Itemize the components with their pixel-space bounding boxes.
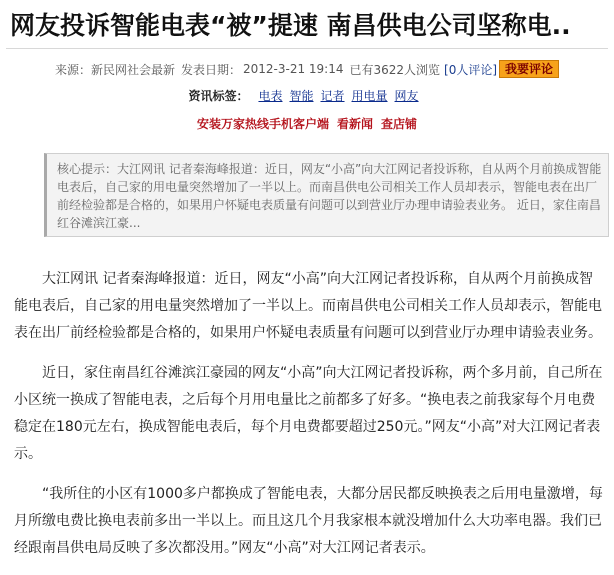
post-comment-button[interactable]: 我要评论 (499, 60, 559, 78)
article-body (14, 266, 606, 575)
comment-count-link[interactable]: [0人评论] (444, 62, 498, 77)
title-divider (6, 48, 608, 49)
find-store-link[interactable]: 查店铺 (381, 117, 418, 131)
read-news-link[interactable]: 看新闻 (336, 117, 373, 131)
tag-link[interactable]: 网友 (394, 89, 419, 103)
tag-bar (0, 87, 614, 105)
publish-label: 发表日期： (180, 62, 241, 77)
article-paragraph: 近日，家住南昌红谷滩滨江豪园的网友“小高”向大江网记者投诉称，两个多月前，自己所在小区统一换成了智能电表，之后每个月用电量比之前都多了好多。“换电表之前我家每个月电费稳定在180元左右，换成智能电表后，每个月电费都要超过250元。”网友“小高”对大江网记者表示。 (14, 365, 603, 462)
tags-label: 资讯标签： (188, 89, 249, 103)
article-paragraph: “我所住的小区有1000多户都换成了智能电表，大都分居民都反映换表之后用电量激增，每月所缴电费比换电表前多出一半以上。而且这几个月我家根本就没增加什么大功率电器。我们已经跟南昌供电局反映了多次都没用。”网友“小高”对大江网记者表示。 (14, 486, 603, 556)
summary-box: 核心提示：大江网讯 记者秦海峰报道：近日，网友“小高”向大江网记者投诉称，自从两个月前换成智能电表后，自己家的用电量突然增加了一半以上。而南昌供电公司相关工作人员却表示，智能电表在出厂前经检验都是合格的，如果用户怀疑电表质量有问题可以到营业厅办理申请验表业务。 近日，家住南昌红谷滩滨江豪... (44, 153, 609, 237)
tag-link[interactable]: 记者 (320, 89, 345, 103)
publish-date: 2012-3-21 19:14 (242, 62, 344, 76)
promo-links (0, 115, 614, 132)
view-count: 已有3622人浏览 (349, 62, 441, 77)
source-text: 来源：新民网社会最新 (54, 62, 175, 77)
tag-link[interactable]: 智能 (289, 89, 314, 103)
install-app-link[interactable]: 安装万家热线手机客户端 (196, 117, 329, 131)
tag-link[interactable]: 用电量 (351, 89, 388, 103)
article-headline: 网友投诉智能电表“被”提速 南昌供电公司坚称电.. (10, 11, 571, 40)
article-meta (0, 59, 614, 79)
tag-link[interactable]: 电表 (258, 89, 283, 103)
article-paragraph: 大江网讯 记者秦海峰报道：近日，网友“小高”向大江网记者投诉称，自从两个月前换成智能电表后，自己家的用电量突然增加了一半以上。而南昌供电公司相关工作人员却表示，智能电表在出厂前经检验都是合格的，如果用户怀疑电表质量有问题可以到营业厅办理申请验表业务。 (14, 271, 602, 341)
